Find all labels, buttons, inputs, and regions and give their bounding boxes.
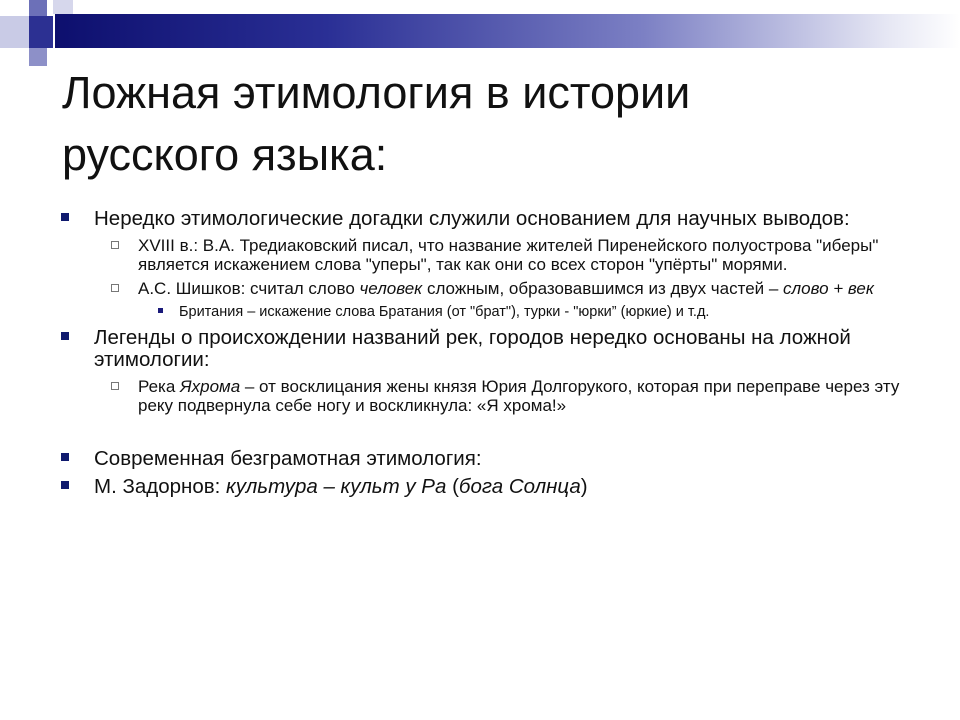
- sub-bullet-text: сложным, образовавшимся из двух частей –: [422, 279, 784, 298]
- header-gradient-bar: [55, 14, 960, 48]
- slide-title-line: Ложная этимология в истории: [62, 67, 691, 118]
- bullet-text: Легенды о происхождении названий рек, городов нередко основаны на ложной этимологии:: [94, 326, 851, 371]
- hollow-square-bullet-icon: [111, 241, 119, 249]
- slide-content: [58, 208, 918, 504]
- bullet-text: ): [580, 475, 588, 498]
- decor-square: [29, 0, 47, 16]
- emphasis-word: бога Солнца: [458, 475, 581, 498]
- sub-bullet-text: – от восклицания жены князя Юрия Долгорукого, которая при переправе через эту реку подвернула себе ногу и воскликнула: «Я хрома!»: [138, 377, 900, 415]
- bullet-text: Нередко этимологические догадки служили основанием для научных выводов:: [94, 207, 850, 230]
- bullet-text: М. Задорнов:: [94, 475, 227, 498]
- decor-square: [29, 16, 53, 48]
- sub-bullet-text: XVIII в.: В.А. Тредиаковский писал, что название жителей Пиренейского полуострова "иберы" является искажением слова "уперы", так как они со всех сторон "упёрты" морями.: [138, 236, 879, 274]
- square-bullet-icon: [61, 481, 69, 489]
- sub-sub-bullet-item: [58, 303, 918, 321]
- sub-bullet-item: [58, 279, 918, 298]
- hollow-square-bullet-icon: [111, 382, 119, 390]
- decor-square: [0, 16, 29, 48]
- emphasis-word: слово + век: [783, 279, 874, 298]
- small-square-bullet-icon: [158, 308, 163, 313]
- square-bullet-icon: [61, 453, 69, 461]
- slide-title: [62, 62, 922, 186]
- square-bullet-icon: [61, 213, 69, 221]
- sub-sub-bullet-text: Британия – искажение слова Братания (от "брат"), турки - "юрки” (юркие) и т.д.: [179, 304, 710, 320]
- bullet-item: [58, 476, 918, 498]
- bullet-text: Современная безграмотная этимология:: [94, 447, 482, 470]
- emphasis-word: культура – культ у Ра: [226, 475, 447, 498]
- bullet-item: [58, 327, 918, 371]
- bullet-item: [58, 208, 918, 230]
- decor-square: [53, 0, 73, 14]
- slide-title-line: русского языка:: [62, 129, 388, 180]
- emphasis-word: Яхрома: [180, 377, 241, 396]
- hollow-square-bullet-icon: [111, 284, 119, 292]
- square-bullet-icon: [61, 332, 69, 340]
- sub-bullet-item: [58, 236, 918, 274]
- bullet-item: [58, 448, 918, 470]
- sub-bullet-text: Река: [138, 377, 181, 396]
- decor-square: [29, 48, 47, 66]
- emphasis-word: человек: [359, 279, 423, 298]
- spacer: [58, 420, 918, 448]
- sub-bullet-item: [58, 377, 918, 415]
- sub-bullet-text: А.С. Шишков: считал слово: [138, 279, 360, 298]
- bullet-text: (: [446, 475, 459, 498]
